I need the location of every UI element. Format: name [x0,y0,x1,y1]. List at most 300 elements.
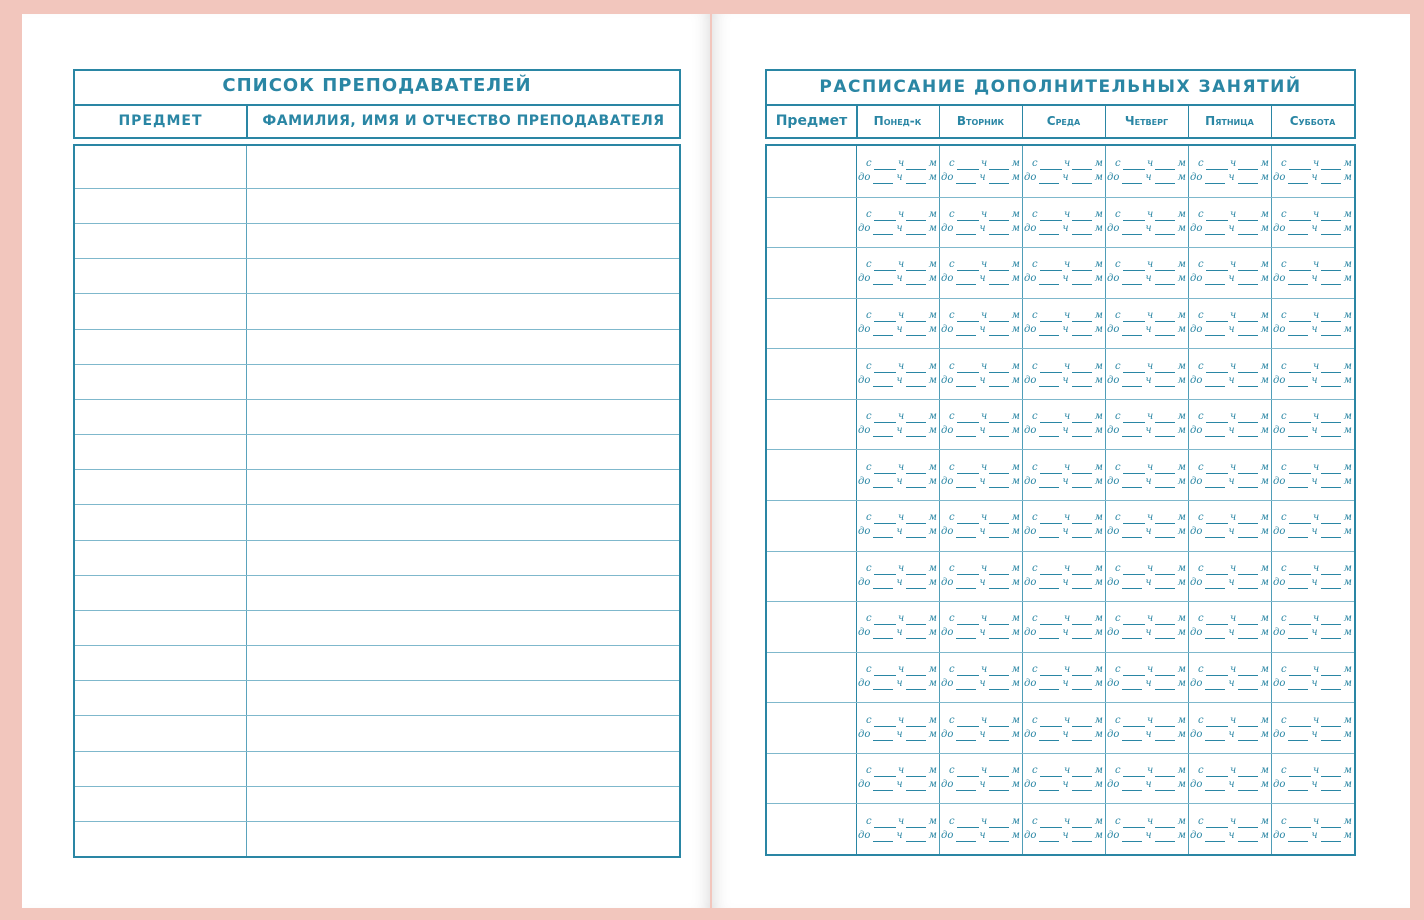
time-slot-cell[interactable] [1190,409,1269,437]
minutes-blank[interactable] [1321,363,1341,373]
time-slot-cell[interactable] [858,308,937,336]
teacher-name-cell[interactable] [247,434,679,469]
hours-blank[interactable] [1040,261,1062,271]
teacher-name-cell[interactable] [247,751,679,786]
hours-blank[interactable] [1122,528,1142,538]
hours-blank[interactable] [957,767,979,777]
teacher-name-cell[interactable] [247,540,679,575]
teacher-row[interactable] [75,329,679,364]
minutes-blank[interactable] [906,464,926,474]
hours-blank[interactable] [1040,615,1062,625]
hours-blank[interactable] [1205,528,1225,538]
hours-blank[interactable] [1039,427,1059,437]
hours-blank[interactable] [1289,615,1311,625]
hours-blank[interactable] [1288,680,1308,690]
minutes-blank[interactable] [1155,312,1175,322]
minutes-blank[interactable] [1238,464,1258,474]
minutes-blank[interactable] [906,832,926,842]
time-slot-cell[interactable] [1273,510,1352,538]
time-slot-cell[interactable] [1024,561,1103,589]
time-slot-cell[interactable] [1107,611,1186,639]
minutes-blank[interactable] [1072,818,1092,828]
time-slot-cell[interactable] [1190,561,1269,589]
time-slot-cell[interactable] [941,814,1020,842]
time-slot-cell[interactable] [1190,308,1269,336]
schedule-subject-cell[interactable] [767,348,856,399]
minutes-blank[interactable] [1155,680,1175,690]
hours-blank[interactable] [1288,731,1308,741]
minutes-blank[interactable] [1072,211,1092,221]
time-slot-cell[interactable] [858,561,937,589]
minutes-blank[interactable] [1321,312,1341,322]
minutes-blank[interactable] [1155,478,1175,488]
hours-blank[interactable] [873,326,893,336]
hours-blank[interactable] [1122,377,1142,387]
hours-blank[interactable] [1122,326,1142,336]
minutes-blank[interactable] [1238,666,1258,676]
hours-blank[interactable] [957,565,979,575]
hours-blank[interactable] [1039,275,1059,285]
minutes-blank[interactable] [906,427,926,437]
teacher-name-cell[interactable] [247,223,679,258]
hours-blank[interactable] [1206,413,1228,423]
time-slot-cell[interactable] [1024,763,1103,791]
hours-blank[interactable] [957,666,979,676]
minutes-blank[interactable] [989,160,1009,170]
minutes-blank[interactable] [1155,261,1175,271]
time-slot-cell[interactable] [1273,713,1352,741]
hours-blank[interactable] [1123,363,1145,373]
hours-blank[interactable] [1206,514,1228,524]
hours-blank[interactable] [874,261,896,271]
hours-blank[interactable] [1123,666,1145,676]
minutes-blank[interactable] [906,666,926,676]
minutes-blank[interactable] [1072,363,1092,373]
teacher-name-cell[interactable] [247,188,679,223]
minutes-blank[interactable] [1321,464,1341,474]
teacher-name-cell[interactable] [247,146,679,188]
teacher-subject-cell[interactable] [75,504,246,539]
hours-blank[interactable] [873,174,893,184]
minutes-blank[interactable] [1155,363,1175,373]
time-slot-cell[interactable] [858,763,937,791]
teacher-row[interactable] [75,680,679,715]
minutes-blank[interactable] [1238,312,1258,322]
hours-blank[interactable] [1040,211,1062,221]
minutes-blank[interactable] [1321,275,1341,285]
hours-blank[interactable] [1039,225,1059,235]
minutes-blank[interactable] [1072,514,1092,524]
teacher-row[interactable] [75,364,679,399]
hours-blank[interactable] [1206,464,1228,474]
minutes-blank[interactable] [989,767,1009,777]
time-slot-cell[interactable] [1273,662,1352,690]
hours-blank[interactable] [1122,629,1142,639]
schedule-subject-cell[interactable] [767,500,856,551]
time-slot-cell[interactable] [941,207,1020,235]
time-slot-cell[interactable] [1273,561,1352,589]
hours-blank[interactable] [1289,717,1311,727]
teacher-name-cell[interactable] [247,364,679,399]
hours-blank[interactable] [874,615,896,625]
minutes-blank[interactable] [1238,478,1258,488]
time-slot-cell[interactable] [1024,814,1103,842]
hours-blank[interactable] [873,528,893,538]
time-slot-cell[interactable] [1273,156,1352,184]
schedule-subject-cell[interactable] [767,146,856,197]
hours-blank[interactable] [1289,261,1311,271]
teacher-subject-cell[interactable] [75,645,246,680]
minutes-blank[interactable] [1155,514,1175,524]
minutes-blank[interactable] [906,261,926,271]
minutes-blank[interactable] [1321,615,1341,625]
minutes-blank[interactable] [906,478,926,488]
minutes-blank[interactable] [1155,731,1175,741]
minutes-blank[interactable] [1155,211,1175,221]
minutes-blank[interactable] [1155,160,1175,170]
hours-blank[interactable] [1123,160,1145,170]
time-slot-cell[interactable] [1190,713,1269,741]
time-slot-cell[interactable] [1107,713,1186,741]
hours-blank[interactable] [874,666,896,676]
minutes-blank[interactable] [989,211,1009,221]
teacher-row[interactable] [75,469,679,504]
minutes-blank[interactable] [989,666,1009,676]
time-slot-cell[interactable] [1190,763,1269,791]
time-slot-cell[interactable] [1190,460,1269,488]
hours-blank[interactable] [1039,478,1059,488]
hours-blank[interactable] [1122,579,1142,589]
hours-blank[interactable] [1122,731,1142,741]
teacher-row[interactable] [75,575,679,610]
hours-blank[interactable] [957,312,979,322]
time-slot-cell[interactable] [941,409,1020,437]
hours-blank[interactable] [1289,464,1311,474]
time-slot-cell[interactable] [1107,510,1186,538]
teacher-subject-cell[interactable] [75,610,246,645]
teacher-row[interactable] [75,540,679,575]
hours-blank[interactable] [957,261,979,271]
minutes-blank[interactable] [1155,666,1175,676]
hours-blank[interactable] [1289,818,1311,828]
minutes-blank[interactable] [906,629,926,639]
minutes-blank[interactable] [1072,427,1092,437]
minutes-blank[interactable] [1321,832,1341,842]
minutes-blank[interactable] [1321,427,1341,437]
teacher-name-cell[interactable] [247,469,679,504]
minutes-blank[interactable] [1072,615,1092,625]
hours-blank[interactable] [873,225,893,235]
time-slot-cell[interactable] [1190,510,1269,538]
hours-blank[interactable] [1040,160,1062,170]
hours-blank[interactable] [1205,427,1225,437]
time-slot-cell[interactable] [1024,207,1103,235]
teacher-name-cell[interactable] [247,575,679,610]
hours-blank[interactable] [1040,464,1062,474]
hours-blank[interactable] [874,717,896,727]
minutes-blank[interactable] [1072,326,1092,336]
minutes-blank[interactable] [1238,781,1258,791]
minutes-blank[interactable] [989,275,1009,285]
schedule-subject-cell[interactable] [767,197,856,248]
teacher-name-cell[interactable] [247,821,679,856]
minutes-blank[interactable] [1155,275,1175,285]
minutes-blank[interactable] [906,528,926,538]
hours-blank[interactable] [1039,781,1059,791]
time-slot-cell[interactable] [941,561,1020,589]
hours-blank[interactable] [1123,413,1145,423]
minutes-blank[interactable] [1238,818,1258,828]
minutes-blank[interactable] [1155,427,1175,437]
minutes-blank[interactable] [1321,579,1341,589]
minutes-blank[interactable] [1155,174,1175,184]
minutes-blank[interactable] [1155,377,1175,387]
minutes-blank[interactable] [906,174,926,184]
minutes-blank[interactable] [906,326,926,336]
hours-blank[interactable] [1040,413,1062,423]
minutes-blank[interactable] [989,312,1009,322]
minutes-blank[interactable] [989,464,1009,474]
minutes-blank[interactable] [1072,565,1092,575]
time-slot-cell[interactable] [941,460,1020,488]
teacher-row[interactable] [75,258,679,293]
hours-blank[interactable] [1206,767,1228,777]
teacher-name-cell[interactable] [247,399,679,434]
minutes-blank[interactable] [1321,377,1341,387]
time-slot-cell[interactable] [941,308,1020,336]
hours-blank[interactable] [957,615,979,625]
hours-blank[interactable] [1123,565,1145,575]
hours-blank[interactable] [1040,767,1062,777]
teacher-subject-cell[interactable] [75,715,246,750]
minutes-blank[interactable] [1155,326,1175,336]
teacher-subject-cell[interactable] [75,575,246,610]
minutes-blank[interactable] [1238,767,1258,777]
time-slot-cell[interactable] [1107,359,1186,387]
hours-blank[interactable] [1205,579,1225,589]
hours-blank[interactable] [957,818,979,828]
minutes-blank[interactable] [1155,832,1175,842]
hours-blank[interactable] [1205,478,1225,488]
minutes-blank[interactable] [906,312,926,322]
time-slot-cell[interactable] [858,611,937,639]
teacher-row[interactable] [75,146,679,188]
time-slot-cell[interactable] [858,510,937,538]
minutes-blank[interactable] [1072,478,1092,488]
teacher-name-cell[interactable] [247,504,679,539]
minutes-blank[interactable] [1238,377,1258,387]
minutes-blank[interactable] [1072,377,1092,387]
time-slot-cell[interactable] [1273,763,1352,791]
hours-blank[interactable] [1206,818,1228,828]
hours-blank[interactable] [874,818,896,828]
time-slot-cell[interactable] [1107,561,1186,589]
minutes-blank[interactable] [1155,781,1175,791]
minutes-blank[interactable] [1238,427,1258,437]
hours-blank[interactable] [957,464,979,474]
hours-blank[interactable] [1122,174,1142,184]
schedule-subject-cell[interactable] [767,449,856,500]
minutes-blank[interactable] [1155,579,1175,589]
hours-blank[interactable] [1122,225,1142,235]
schedule-subject-cell[interactable] [767,298,856,349]
hours-blank[interactable] [1289,160,1311,170]
minutes-blank[interactable] [989,225,1009,235]
hours-blank[interactable] [1288,427,1308,437]
hours-blank[interactable] [1206,565,1228,575]
hours-blank[interactable] [1039,174,1059,184]
minutes-blank[interactable] [906,731,926,741]
time-slot-cell[interactable] [1273,814,1352,842]
hours-blank[interactable] [873,781,893,791]
time-slot-cell[interactable] [1190,156,1269,184]
minutes-blank[interactable] [1321,225,1341,235]
hours-blank[interactable] [1206,160,1228,170]
teacher-subject-cell[interactable] [75,540,246,575]
hours-blank[interactable] [956,225,976,235]
minutes-blank[interactable] [906,211,926,221]
minutes-blank[interactable] [1321,565,1341,575]
minutes-blank[interactable] [989,427,1009,437]
minutes-blank[interactable] [1155,629,1175,639]
minutes-blank[interactable] [906,413,926,423]
hours-blank[interactable] [1205,275,1225,285]
minutes-blank[interactable] [1238,160,1258,170]
minutes-blank[interactable] [1321,160,1341,170]
hours-blank[interactable] [1123,767,1145,777]
minutes-blank[interactable] [1072,528,1092,538]
hours-blank[interactable] [1206,363,1228,373]
minutes-blank[interactable] [1155,528,1175,538]
minutes-blank[interactable] [906,160,926,170]
hours-blank[interactable] [1289,514,1311,524]
hours-blank[interactable] [1288,528,1308,538]
minutes-blank[interactable] [989,413,1009,423]
hours-blank[interactable] [1205,731,1225,741]
time-slot-cell[interactable] [1273,460,1352,488]
time-slot-cell[interactable] [1107,156,1186,184]
hours-blank[interactable] [956,528,976,538]
minutes-blank[interactable] [1238,326,1258,336]
minutes-blank[interactable] [1321,261,1341,271]
teacher-subject-cell[interactable] [75,258,246,293]
minutes-blank[interactable] [1155,464,1175,474]
minutes-blank[interactable] [1072,312,1092,322]
teacher-row[interactable] [75,293,679,328]
teacher-subject-cell[interactable] [75,399,246,434]
hours-blank[interactable] [1206,717,1228,727]
hours-blank[interactable] [1206,666,1228,676]
time-slot-cell[interactable] [1190,257,1269,285]
time-slot-cell[interactable] [941,359,1020,387]
teacher-name-cell[interactable] [247,680,679,715]
minutes-blank[interactable] [1321,666,1341,676]
hours-blank[interactable] [1123,211,1145,221]
minutes-blank[interactable] [1072,261,1092,271]
minutes-blank[interactable] [906,275,926,285]
hours-blank[interactable] [1289,666,1311,676]
schedule-subject-cell[interactable] [767,803,856,854]
minutes-blank[interactable] [1155,225,1175,235]
hours-blank[interactable] [957,160,979,170]
time-slot-cell[interactable] [1024,409,1103,437]
minutes-blank[interactable] [1072,629,1092,639]
hours-blank[interactable] [1039,579,1059,589]
minutes-blank[interactable] [906,579,926,589]
minutes-blank[interactable] [1072,174,1092,184]
time-slot-cell[interactable] [858,359,937,387]
time-slot-cell[interactable] [858,409,937,437]
time-slot-cell[interactable] [1107,763,1186,791]
schedule-subject-cell[interactable] [767,702,856,753]
hours-blank[interactable] [873,377,893,387]
hours-blank[interactable] [874,413,896,423]
hours-blank[interactable] [956,174,976,184]
time-slot-cell[interactable] [1024,257,1103,285]
time-slot-cell[interactable] [1107,257,1186,285]
hours-blank[interactable] [1040,717,1062,727]
hours-blank[interactable] [873,478,893,488]
hours-blank[interactable] [1289,767,1311,777]
hours-blank[interactable] [1205,326,1225,336]
minutes-blank[interactable] [1155,413,1175,423]
minutes-blank[interactable] [989,615,1009,625]
minutes-blank[interactable] [989,174,1009,184]
minutes-blank[interactable] [1072,680,1092,690]
teacher-row[interactable] [75,645,679,680]
hours-blank[interactable] [874,363,896,373]
minutes-blank[interactable] [989,514,1009,524]
teacher-row[interactable] [75,399,679,434]
hours-blank[interactable] [1040,818,1062,828]
time-slot-cell[interactable] [1273,409,1352,437]
hours-blank[interactable] [1288,174,1308,184]
time-slot-cell[interactable] [1107,409,1186,437]
hours-blank[interactable] [1123,312,1145,322]
hours-blank[interactable] [1039,326,1059,336]
hours-blank[interactable] [874,565,896,575]
minutes-blank[interactable] [1155,565,1175,575]
minutes-blank[interactable] [989,629,1009,639]
time-slot-cell[interactable] [941,763,1020,791]
time-slot-cell[interactable] [1107,308,1186,336]
minutes-blank[interactable] [1321,326,1341,336]
hours-blank[interactable] [874,312,896,322]
hours-blank[interactable] [1205,174,1225,184]
minutes-blank[interactable] [989,731,1009,741]
hours-blank[interactable] [1039,731,1059,741]
minutes-blank[interactable] [1321,717,1341,727]
teacher-subject-cell[interactable] [75,680,246,715]
hours-blank[interactable] [1289,413,1311,423]
time-slot-cell[interactable] [858,156,937,184]
hours-blank[interactable] [1288,225,1308,235]
hours-blank[interactable] [1288,781,1308,791]
minutes-blank[interactable] [1238,174,1258,184]
minutes-blank[interactable] [1238,225,1258,235]
hours-blank[interactable] [956,781,976,791]
teacher-row[interactable] [75,188,679,223]
minutes-blank[interactable] [906,717,926,727]
teacher-subject-cell[interactable] [75,469,246,504]
hours-blank[interactable] [956,478,976,488]
minutes-blank[interactable] [1321,514,1341,524]
hours-blank[interactable] [1288,478,1308,488]
hours-blank[interactable] [1288,377,1308,387]
minutes-blank[interactable] [906,363,926,373]
teacher-row[interactable] [75,786,679,821]
time-slot-cell[interactable] [941,156,1020,184]
